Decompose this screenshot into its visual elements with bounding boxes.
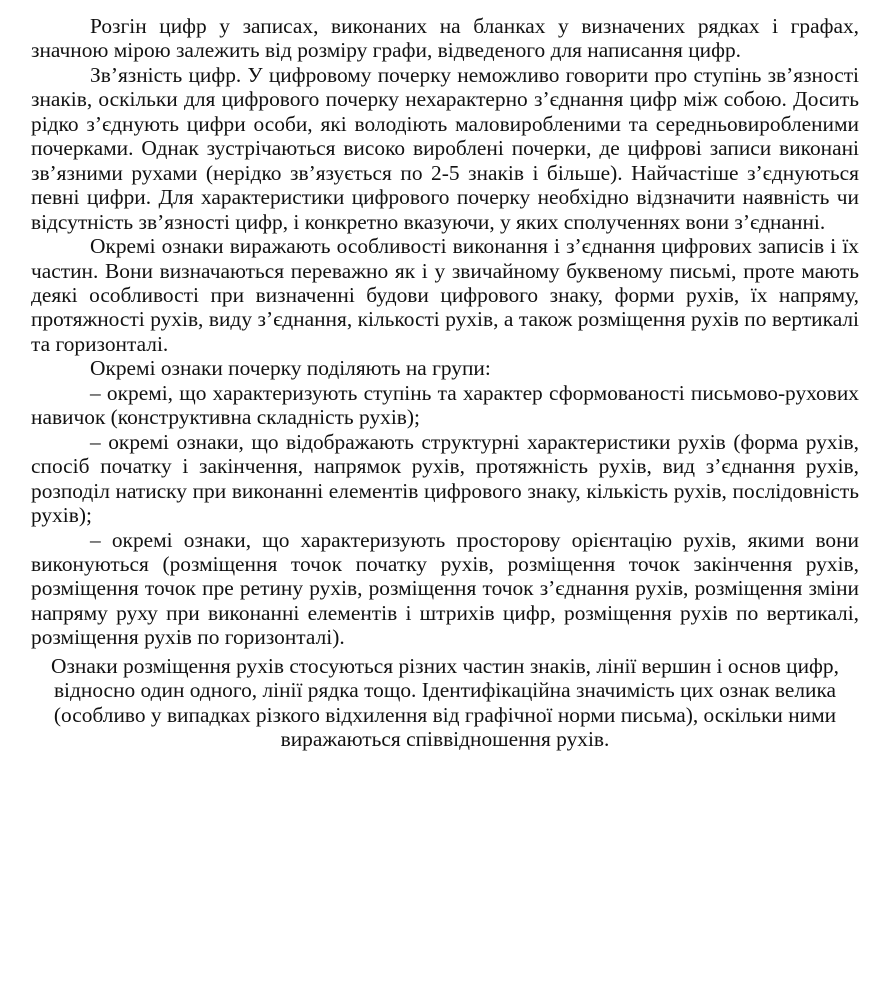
paragraph-digit-spread: Розгін цифр у записах, виконаних на бланках у визначених рядках і графах, значною мірою залежить від розміру графи, відведеного для написання цифр. xyxy=(31,14,859,63)
list-item-group-3: – окремі ознаки, що характеризують просторову орієнтацію рухів, якими вони виконуються (розміщення точок початку рухів, розміщення точок закінчення рухів, розміщення точок пре ретину рухів, розміщення точок з’єднання рухів, розміщення зміни напряму руху при виконанні елементів і штрихів цифр, розміщення рухів по вертикалі, розміщення рухів по горизонталі). xyxy=(31,527,859,650)
list-item-group-2: – окремі ознаки, що відображають структурні характеристики рухів (форма рухів, спосіб початку і закінчення, напрямок рухів, протяжність рухів, вид з’єднання рухів, розподіл натиску при виконанні елементів цифрового знаку, кількість рухів, послідовність рухів); xyxy=(31,429,859,528)
list-item-group-1: – окремі, що характеризують ступінь та характер сформованості письмово-рухових навичок (конструктивна складність рухів); xyxy=(31,380,859,430)
document-page xyxy=(31,14,859,752)
paragraph-individual-features: Окремі ознаки виражають особливості виконання і з’єднання цифрових записів і їх частин. Вони визначаються переважно як і у звичайному буквеному письмі, проте мають деякі особливості при визначенні будови цифрового знаку, форми рухів, їх напряму, протяжності рухів, виду з’єднання, кількості рухів, а також розміщення рухів по вертикалі та горизонталі. xyxy=(31,234,859,356)
paragraph-feature-groups-intro: Окремі ознаки почерку поділяють на групи: xyxy=(90,356,491,381)
paragraph-digit-connectivity: Зв’язність цифр. У цифровому почерку неможливо говорити про ступінь зв’язності знаків, оскільки для цифрового почерку нехарактерно з’єднання цифр між собою. Досить рідко з’єднують цифри особи, які володіють маловиробленими та середньовиробленими почерками. Однак зустрічаються високо вироблені почерки, де цифрові записи виконані зв’язними рухами (нерідко зв’язується по 2-5 знаків і більше). Найчастіше з’єднуються певні цифри. Для характеристики цифрового почерку необхідно відзначити наявність чи відсутність зв’язності цифр, і конкретно вказуючи, у яких сполученнях вони з’єднанні. xyxy=(31,62,859,234)
paragraph-placement-features: Ознаки розміщення рухів стосуються різних частин знаків, лінії вершин і основ цифр, відносно один одного, лінії рядка тощо. Ідентифікаційна значимість цих ознак велика (особливо у випадках різкого відхилення від графічної норми письма), оскільки ними виражаються співвідношення рухів. xyxy=(51,653,839,752)
